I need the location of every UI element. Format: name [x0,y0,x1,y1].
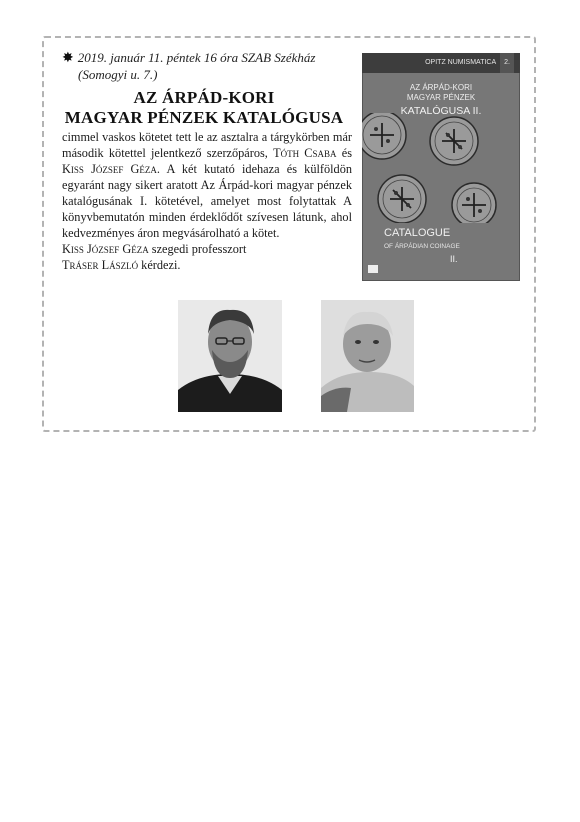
description [62,129,352,273]
portrait-photo-left [178,300,282,412]
portrait-photo-right [321,300,414,412]
portrait-right-image [321,300,414,412]
cover-catalogue-volume: KATALÓGUSA II. [400,105,482,117]
cover-series-number: 2. [500,53,514,73]
book-title [56,88,352,128]
moderator-line [62,257,352,273]
cover-english-volume: II. [450,254,458,264]
book-cover [362,53,520,281]
description-text: . A két kutató idehaza és külföldön egyaránt nagy sikert aratott Az Árpád-kori magyar pénzek katalógusának I. kötetével, amelyet most folytattak A könyvbemutatón minden érdeklődőt szívesen látunk, ahol kedvezményes áron megvásárolható a kötet. [62,162,352,240]
interview-line [62,241,352,257]
moderator-name: Tráser László [62,258,139,272]
star-icon: ✸ [62,51,74,66]
cover-title-line: AZ ÁRPÁD-KORI [409,83,473,92]
publisher-logo-icon [368,265,378,273]
cover-english-title: CATALOGUE [384,227,451,239]
book-title-line2: MAGYAR PÉNZEK KATALÓGUSA [64,108,344,127]
description-text: és [336,146,352,160]
cover-series: OPITZ NUMISMATICA [425,59,497,66]
interview-text: szegedi professzort [148,242,247,256]
author-name: Tóth Csaba [273,146,337,160]
cover-english-subtitle: OF ÁRPÁDIAN COINAGE [384,243,460,250]
cover-hungarian-title [362,83,520,103]
event-datetime: 2019. január 11. péntek 16 óra SZAB Székház [77,50,316,65]
moderator-text: kérdezi. [138,258,181,272]
event-address: (Somogyi u. 7.) [78,67,158,82]
cover-series-bar [362,53,520,73]
author-name: Kiss József Géza [62,162,157,176]
cover-title-line: MAGYAR PÉNZEK [406,93,476,102]
description-paragraph [62,129,352,241]
event-info [62,50,347,83]
coins-illustration [362,113,520,223]
book-title-line1: AZ ÁRPÁD-KORI [133,88,275,107]
portrait-left-image [178,300,282,412]
professor-name: Kiss József Géza [62,242,149,256]
event-card [42,36,536,432]
description-text: cimmel vaskos kötetet tett le az asztalra a tárgykörben már második kötettel jelentkező szerzőpáros, [62,130,352,160]
